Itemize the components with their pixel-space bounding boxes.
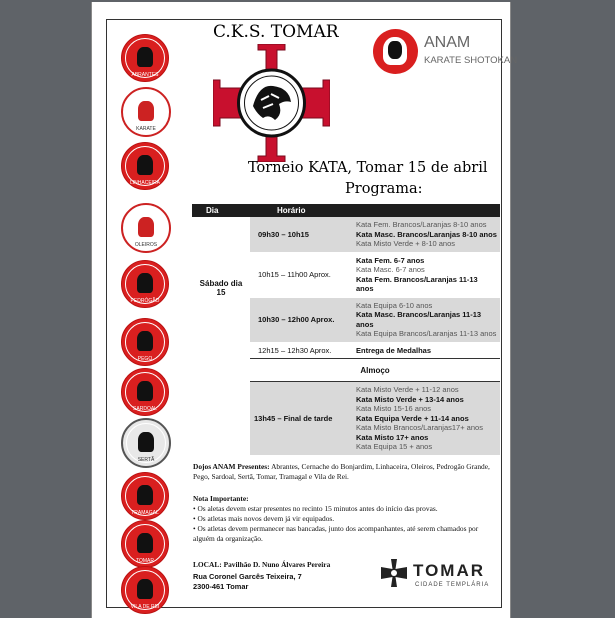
tomar-tagline: CIDADE TEMPLÁRIA xyxy=(415,582,490,588)
events-cell xyxy=(353,217,500,252)
logo-caption: PEGO xyxy=(137,356,153,362)
logo-linhaceira xyxy=(121,142,169,190)
logo-serta xyxy=(121,418,171,468)
logo-caption: LINHACEIRA xyxy=(129,180,160,186)
logo-caption: ABRANTES xyxy=(131,72,159,78)
time-cell: 09h30 – 10h15 xyxy=(250,217,353,252)
tournament-title: Torneio KATA, Tomar 15 de abril xyxy=(248,160,488,176)
logo-caption: TOMAR xyxy=(136,558,154,564)
time-cell: 10h15 – 11h00 Aprox. xyxy=(258,270,331,279)
event-line: Kata Misto Verde + 13-14 anos xyxy=(356,394,464,404)
event-line: Kata Masc. Brancos/Laranjas 11-13 anos xyxy=(356,310,482,329)
event-line: Kata Equipa 15 + anos xyxy=(356,442,433,451)
event-line: Kata Equipa Brancos/Laranjas 11-13 anos xyxy=(356,329,497,338)
logo-caption: TRAMAGAL xyxy=(131,510,159,516)
event-line: Kata Fem. Brancos/Laranjas 8-10 anos xyxy=(356,220,487,229)
logo-caption: KARATE xyxy=(136,126,156,132)
logo-caption: VILA DE REI xyxy=(130,604,160,610)
events-cell xyxy=(353,297,500,342)
logo-caption: OLEIROS xyxy=(134,242,158,248)
events-cell xyxy=(353,382,500,455)
event-line: Kata Misto Brancos/Laranjas17+ anos xyxy=(356,423,483,432)
col-header-time: Horário xyxy=(250,204,500,217)
anam-title: ANAM xyxy=(424,34,471,51)
local-label: LOCAL: Pavilhão D. Nuno Álvares Pereira xyxy=(193,560,331,569)
notes-section xyxy=(193,494,499,544)
event-line: Kata Masc. 6-7 anos xyxy=(356,265,425,274)
logo-sardoal xyxy=(121,368,169,416)
tomar-cross-icon xyxy=(379,558,409,588)
templar-cross-emblem xyxy=(213,44,330,162)
dojos-list: Abrantes, Cernache do Bonjardim, Linhaceira, Oleiros, Pedrogão Grande, Pego, Sardoal, Sertã, Tomar, Tramagal e Vila de Rei. xyxy=(193,462,490,481)
anam-logo xyxy=(373,29,418,74)
dojos-label: Dojos ANAM Presentes: xyxy=(193,462,270,471)
event-line: Kata Misto Verde + 8-10 anos xyxy=(356,239,456,248)
day-cell: Sábado dia 15 xyxy=(199,278,243,297)
logo-tramagal xyxy=(121,472,169,520)
logo-caption: SARDOAL xyxy=(133,406,157,412)
schedule-row xyxy=(192,382,500,455)
time-cell: 13h45 – Final de tarde xyxy=(250,382,353,455)
lunch-row: Almoço xyxy=(250,359,500,382)
note-item: • Os atletas devem permanecer nas bancadas, junto dos acompanhantes, até serem chamados por alguém da organização. xyxy=(193,524,479,543)
event-line: Kata Misto Verde + 11-12 anos xyxy=(356,385,459,394)
logo-pedrogao xyxy=(121,260,169,308)
notes-title: Nota Importante: xyxy=(193,494,249,503)
club-title: C.K.S. TOMAR xyxy=(213,22,339,42)
events-cell xyxy=(353,252,500,297)
schedule-row xyxy=(192,217,500,252)
programa-heading: Programa: xyxy=(345,181,423,197)
local-city: 2300-461 Tomar xyxy=(193,582,249,591)
event-line: Kata Fem. Brancos/Laranjas 11-13 anos xyxy=(356,274,478,293)
time-cell: 12h15 – 12h30 Aprox. xyxy=(258,345,332,355)
logo-abrantes xyxy=(121,34,169,82)
logo-caption: PEDRÓGÃO xyxy=(130,298,160,304)
logo-caption: SERTÃ xyxy=(137,457,155,463)
event-line: Kata Masc. Brancos/Laranjas 8-10 anos xyxy=(356,229,497,239)
logo-pego xyxy=(121,318,169,366)
event-line: Kata Misto 17+ anos xyxy=(356,432,429,442)
anam-subtitle: KARATE SHOTOKAN xyxy=(424,55,518,66)
events-cell xyxy=(353,342,500,359)
logo-oleiros xyxy=(121,203,171,253)
note-item: • Os atletas mais novos devem já vir equipados. xyxy=(193,514,335,523)
logo-tomar-dojo xyxy=(121,520,169,568)
event-line: Kata Equipa Verde + 11-14 anos xyxy=(356,413,469,423)
logo-cernache xyxy=(121,87,171,137)
tomar-wordmark: TOMAR xyxy=(413,561,486,580)
dojos-paragraph xyxy=(193,462,493,482)
event-line: Kata Fem. 6-7 anos xyxy=(356,255,425,265)
schedule-table xyxy=(192,204,500,455)
logo-vila-de-rei xyxy=(121,566,169,614)
note-item: • Os aletas devem estar presentes no recinto 15 minutos antes do início das provas. xyxy=(193,504,438,513)
col-header-day: Dia xyxy=(192,204,250,217)
event-line: Entrega de Medalhas xyxy=(356,345,432,355)
event-line: Kata Misto 15-16 anos xyxy=(356,404,432,413)
event-line: Kata Equipa 6-10 anos xyxy=(356,300,433,310)
time-cell: 10h30 – 12h00 Aprox. xyxy=(250,297,353,342)
local-street: Rua Coronel Garcês Teixeira, 7 xyxy=(193,572,302,581)
